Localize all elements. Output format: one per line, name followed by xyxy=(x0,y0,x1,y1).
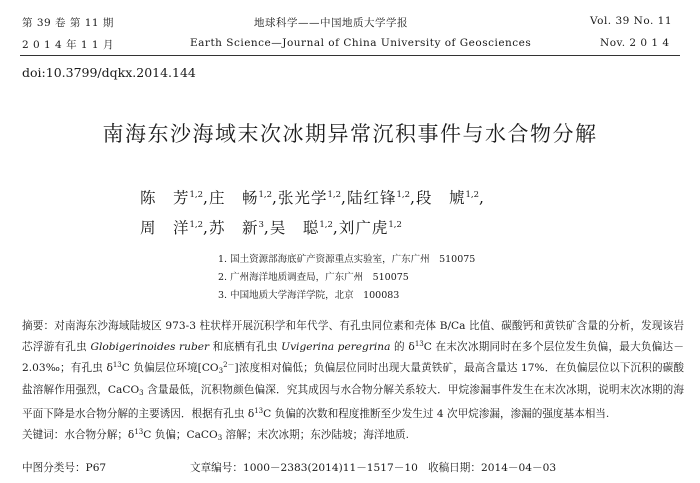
clc-number: 中图分类号：P67 xyxy=(22,462,107,474)
journal-name-en: Earth Science—Journal of China University of Geosciences xyxy=(190,37,532,49)
author-affiliation-mark: 1,2 xyxy=(319,220,333,230)
date-cn: 2 0 1 4 年 1 1 月 xyxy=(22,39,114,51)
author-name: 吴 聪 xyxy=(269,219,320,237)
doi: doi:10.3799/dqkx.2014.144 xyxy=(22,65,196,80)
author-affiliation-mark: 1,2 xyxy=(465,190,479,200)
keywords-text: 水合物分解；δ xyxy=(64,429,135,442)
author-name: 庄 畅 xyxy=(208,189,259,207)
author-separator: , xyxy=(203,219,209,237)
abstract-text: 对南海东沙海域陆坡区 973-3 柱状样开展沉积学和年代学、有孔虫同位素和壳体 B/Ca 比值、碳酸钙和黄铁矿含量的分析，发现该岩芯浮游有孔虫 xyxy=(22,320,685,354)
abstract-text: 含量最低，沉积物颜色偏深．究其成因与水合物分解关系较大．甲烷渗漏事件发生在末次冰期，说明末次冰期的海平面下降是水合物分解的主要诱因．根据有孔虫 δ xyxy=(22,383,684,420)
abstract-text: C 负偏的次数和程度推断至少发生过 4 次甲烷渗漏，渗漏的强度基本相当. xyxy=(263,407,610,420)
superscript: 13 xyxy=(112,361,122,370)
header-rule xyxy=(20,55,680,56)
abstract-text: ]浓度相对偏低；负偏层位同时出现大量黄铁矿，最高含量达 17%．在负偏层位以下沉积的碳酸盐溶解作用强烈，CaCO xyxy=(22,362,684,396)
author-affiliation-mark: 3 xyxy=(258,220,264,230)
author-affiliation-mark: 1,2 xyxy=(258,190,273,200)
author-affiliation-mark: 1,2 xyxy=(189,220,204,230)
affiliation-1: 1. 国土资源部海底矿产资源重点实验室，广东广州 510075 xyxy=(218,254,476,265)
author-separator: , xyxy=(341,189,347,207)
keywords-text: C 负偏；CaCO xyxy=(143,429,218,442)
article-title: 南海东沙海域末次冰期异常沉积事件与水合物分解 xyxy=(102,122,598,146)
subscript: 3 xyxy=(218,367,224,376)
abstract-text: C 在末次冰期同时在多个层位发生负偏，最大负偏达－2.03‰；有孔虫 δ xyxy=(22,341,684,375)
date-en: Nov. 2 0 1 4 xyxy=(600,37,670,49)
author-separator: , xyxy=(272,189,278,207)
author-line-1 xyxy=(140,186,485,208)
keywords-text: 溶解；末次冰期；东沙陆坡；海洋地质. xyxy=(222,429,410,442)
author-affiliation-mark: 1,2 xyxy=(189,190,204,200)
volume-issue-cn: 第 39 卷 第 11 期 xyxy=(22,17,114,29)
author-affiliation-mark: 1,2 xyxy=(327,190,342,200)
author-name: 苏 新 xyxy=(208,219,259,237)
superscript: 13 xyxy=(134,428,144,437)
author-line-2 xyxy=(140,216,402,238)
author-name: 周 洋 xyxy=(140,219,190,237)
author-name: 陆红锋 xyxy=(346,189,397,207)
journal-name-cn: 地球科学——中国地质大学学报 xyxy=(254,17,408,29)
superscript: 13 xyxy=(254,406,264,415)
author-name: 段 虓 xyxy=(415,189,466,207)
keywords-label: 关键词： xyxy=(22,429,65,442)
author-separator: , xyxy=(410,189,416,207)
affiliation-3: 3. 中国地质大学海洋学院，北京 100083 xyxy=(218,290,400,301)
author-name: 张光学 xyxy=(277,189,328,207)
superscript: 13 xyxy=(414,340,424,349)
author-separator: , xyxy=(263,219,270,237)
subscript: 3 xyxy=(217,434,223,443)
abstract-label: 摘要： xyxy=(22,320,55,332)
volume-issue-en: Vol. 39 No. 11 xyxy=(590,15,673,27)
abstract-text: 和底栖有孔虫 xyxy=(209,341,282,354)
received-date: 收稿日期：2014－04－03 xyxy=(428,462,557,474)
author-affiliation-mark: 1,2 xyxy=(388,220,402,230)
subscript: 3 xyxy=(139,388,144,397)
author-affiliation-mark: 1,2 xyxy=(396,190,410,200)
article-number: 文章编号：1000－2383(2014)11－1517－10 xyxy=(190,462,418,474)
species-u-peregrina: Uvigerina peregrina xyxy=(281,341,391,354)
species-g-ruber: Globigerinoides ruber xyxy=(90,341,210,354)
keywords xyxy=(22,423,684,447)
author-separator: , xyxy=(478,189,485,207)
author-separator: , xyxy=(332,219,339,237)
author-name: 刘广虎 xyxy=(338,219,389,237)
abstract-text: C 负偏层位环境[CO xyxy=(121,362,219,375)
abstract-text: 的 δ xyxy=(390,341,415,354)
author-name: 陈 芳 xyxy=(140,189,190,207)
abstract xyxy=(22,317,684,447)
superscript: 2－ xyxy=(223,361,235,370)
author-separator: , xyxy=(203,189,209,207)
affiliation-2: 2. 广州海洋地质调查局，广东广州 510075 xyxy=(218,272,409,283)
